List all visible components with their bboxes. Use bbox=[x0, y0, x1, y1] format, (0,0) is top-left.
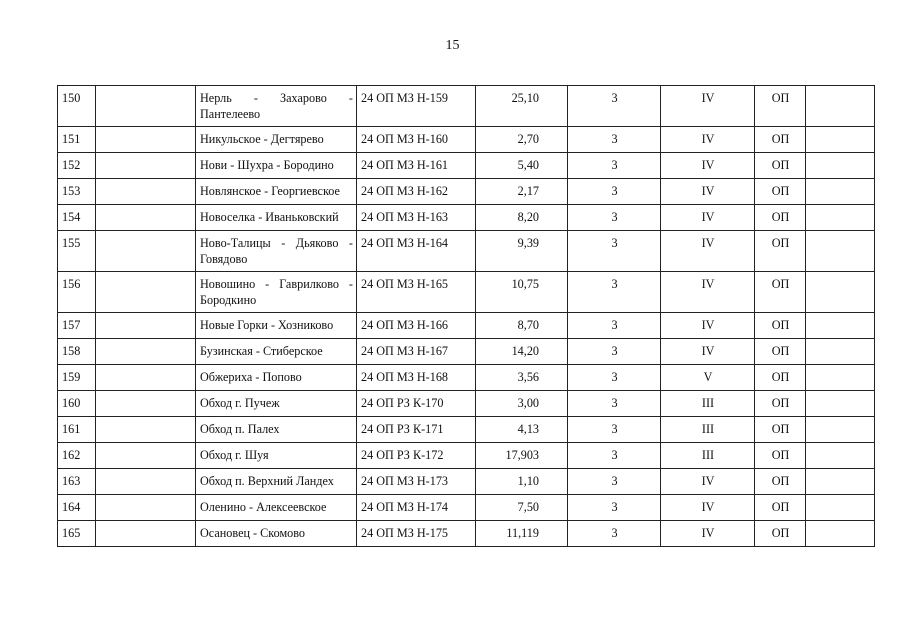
road-type-cell: ОП bbox=[755, 153, 806, 179]
empty-cell bbox=[96, 391, 196, 417]
road-class-cell: IV bbox=[661, 231, 755, 272]
road-type-cell: ОП bbox=[755, 391, 806, 417]
row-number-cell: 154 bbox=[58, 205, 96, 231]
road-name-cell: Обход г. Шуя bbox=[196, 443, 357, 469]
road-name-cell: Обход п. Палех bbox=[196, 417, 357, 443]
road-code-cell: 24 ОП МЗ Н-159 bbox=[357, 86, 476, 127]
empty-cell bbox=[96, 443, 196, 469]
empty-cell bbox=[806, 469, 875, 495]
road-length-cell: 1,10 bbox=[476, 469, 568, 495]
empty-cell bbox=[806, 391, 875, 417]
road-name-cell: Нови - Шухра - Бородино bbox=[196, 153, 357, 179]
road-code-cell: 24 ОП РЗ К-170 bbox=[357, 391, 476, 417]
road-class-cell: IV bbox=[661, 153, 755, 179]
row-number-cell: 162 bbox=[58, 443, 96, 469]
empty-cell bbox=[96, 153, 196, 179]
road-name-cell: Обжериха - Попово bbox=[196, 365, 357, 391]
road-code-cell: 24 ОП МЗ Н-165 bbox=[357, 272, 476, 313]
road-class-cell: IV bbox=[661, 521, 755, 547]
empty-cell bbox=[96, 313, 196, 339]
empty-cell bbox=[806, 495, 875, 521]
row-number-cell: 156 bbox=[58, 272, 96, 313]
road-name-cell: Оленино - Алексеевское bbox=[196, 495, 357, 521]
empty-cell bbox=[96, 521, 196, 547]
category-cell: 3 bbox=[568, 443, 661, 469]
category-cell: 3 bbox=[568, 495, 661, 521]
road-class-cell: III bbox=[661, 443, 755, 469]
road-type-cell: ОП bbox=[755, 272, 806, 313]
road-length-cell: 10,75 bbox=[476, 272, 568, 313]
road-type-cell: ОП bbox=[755, 179, 806, 205]
empty-cell bbox=[806, 153, 875, 179]
road-name-text: Ново-Талицы - Дьяково - Говядово bbox=[200, 236, 353, 266]
table-row bbox=[58, 272, 875, 313]
row-number-cell: 155 bbox=[58, 231, 96, 272]
empty-cell bbox=[806, 365, 875, 391]
empty-cell bbox=[96, 469, 196, 495]
row-number-cell: 164 bbox=[58, 495, 96, 521]
table-row bbox=[58, 365, 875, 391]
empty-cell bbox=[806, 443, 875, 469]
category-cell: 3 bbox=[568, 127, 661, 153]
road-name-cell: Осановец - Скомово bbox=[196, 521, 357, 547]
empty-cell bbox=[96, 86, 196, 127]
road-name-cell: Новоселка - Иваньковский bbox=[196, 205, 357, 231]
road-class-cell: IV bbox=[661, 495, 755, 521]
table-row bbox=[58, 86, 875, 127]
road-length-cell: 8,70 bbox=[476, 313, 568, 339]
road-code-cell: 24 ОП РЗ К-171 bbox=[357, 417, 476, 443]
road-class-cell: IV bbox=[661, 313, 755, 339]
road-name-cell: Новлянское - Георгиевское bbox=[196, 179, 357, 205]
road-type-cell: ОП bbox=[755, 231, 806, 272]
row-number-cell: 160 bbox=[58, 391, 96, 417]
road-type-cell: ОП bbox=[755, 127, 806, 153]
empty-cell bbox=[806, 179, 875, 205]
table-row bbox=[58, 339, 875, 365]
road-length-cell: 17,903 bbox=[476, 443, 568, 469]
road-code-cell: 24 ОП РЗ К-172 bbox=[357, 443, 476, 469]
category-cell: 3 bbox=[568, 179, 661, 205]
road-name-cell: Бузинская - Стиберское bbox=[196, 339, 357, 365]
road-type-cell: ОП bbox=[755, 521, 806, 547]
empty-cell bbox=[806, 86, 875, 127]
category-cell: 3 bbox=[568, 153, 661, 179]
page-number: 15 bbox=[445, 38, 460, 53]
road-name-cell bbox=[196, 272, 357, 313]
road-class-cell: IV bbox=[661, 205, 755, 231]
road-length-cell: 2,70 bbox=[476, 127, 568, 153]
road-name-cell: Обход г. Пучеж bbox=[196, 391, 357, 417]
table-row bbox=[58, 231, 875, 272]
road-length-cell: 8,20 bbox=[476, 205, 568, 231]
road-type-cell: ОП bbox=[755, 443, 806, 469]
road-length-cell: 11,119 bbox=[476, 521, 568, 547]
road-name-cell: Никульское - Дегтярево bbox=[196, 127, 357, 153]
road-type-cell: ОП bbox=[755, 495, 806, 521]
row-number-cell: 165 bbox=[58, 521, 96, 547]
category-cell: 3 bbox=[568, 391, 661, 417]
road-code-cell: 24 ОП МЗ Н-173 bbox=[357, 469, 476, 495]
road-class-cell: IV bbox=[661, 272, 755, 313]
roads-table-body bbox=[58, 86, 875, 547]
road-length-cell: 7,50 bbox=[476, 495, 568, 521]
table-row bbox=[58, 205, 875, 231]
empty-cell bbox=[806, 417, 875, 443]
road-class-cell: IV bbox=[661, 339, 755, 365]
row-number-cell: 150 bbox=[58, 86, 96, 127]
empty-cell bbox=[806, 231, 875, 272]
table-row bbox=[58, 495, 875, 521]
road-length-cell: 5,40 bbox=[476, 153, 568, 179]
road-length-cell: 14,20 bbox=[476, 339, 568, 365]
road-class-cell: III bbox=[661, 391, 755, 417]
row-number-cell: 153 bbox=[58, 179, 96, 205]
road-length-cell: 3,00 bbox=[476, 391, 568, 417]
category-cell: 3 bbox=[568, 469, 661, 495]
road-name-text: Нерль - Захарово - Пантелеево bbox=[200, 91, 353, 121]
road-class-cell: V bbox=[661, 365, 755, 391]
road-type-cell: ОП bbox=[755, 365, 806, 391]
empty-cell bbox=[96, 205, 196, 231]
category-cell: 3 bbox=[568, 205, 661, 231]
empty-cell bbox=[96, 417, 196, 443]
row-number-cell: 157 bbox=[58, 313, 96, 339]
road-class-cell: IV bbox=[661, 469, 755, 495]
empty-cell bbox=[96, 339, 196, 365]
empty-cell bbox=[806, 127, 875, 153]
road-code-cell: 24 ОП МЗ Н-166 bbox=[357, 313, 476, 339]
table-row bbox=[58, 417, 875, 443]
table-row bbox=[58, 179, 875, 205]
road-type-cell: ОП bbox=[755, 417, 806, 443]
row-number-cell: 163 bbox=[58, 469, 96, 495]
road-name-cell bbox=[196, 231, 357, 272]
road-type-cell: ОП bbox=[755, 339, 806, 365]
category-cell: 3 bbox=[568, 272, 661, 313]
empty-cell bbox=[96, 495, 196, 521]
road-class-cell: IV bbox=[661, 127, 755, 153]
road-type-cell: ОП bbox=[755, 469, 806, 495]
road-code-cell: 24 ОП МЗ Н-164 bbox=[357, 231, 476, 272]
road-length-cell: 3,56 bbox=[476, 365, 568, 391]
row-number-cell: 158 bbox=[58, 339, 96, 365]
road-code-cell: 24 ОП МЗ Н-174 bbox=[357, 495, 476, 521]
road-length-cell: 9,39 bbox=[476, 231, 568, 272]
road-name-cell: Новые Горки - Хозниково bbox=[196, 313, 357, 339]
table-row bbox=[58, 443, 875, 469]
table-row bbox=[58, 391, 875, 417]
table-row bbox=[58, 313, 875, 339]
row-number-cell: 161 bbox=[58, 417, 96, 443]
table-row bbox=[58, 127, 875, 153]
road-code-cell: 24 ОП МЗ Н-162 bbox=[357, 179, 476, 205]
empty-cell bbox=[806, 313, 875, 339]
empty-cell bbox=[806, 272, 875, 313]
category-cell: 3 bbox=[568, 417, 661, 443]
road-class-cell: III bbox=[661, 417, 755, 443]
table-row bbox=[58, 469, 875, 495]
category-cell: 3 bbox=[568, 86, 661, 127]
road-length-cell: 2,17 bbox=[476, 179, 568, 205]
road-code-cell: 24 ОП МЗ Н-160 bbox=[357, 127, 476, 153]
empty-cell bbox=[96, 231, 196, 272]
category-cell: 3 bbox=[568, 365, 661, 391]
empty-cell bbox=[806, 339, 875, 365]
row-number-cell: 159 bbox=[58, 365, 96, 391]
road-code-cell: 24 ОП МЗ Н-175 bbox=[357, 521, 476, 547]
roads-table bbox=[57, 85, 875, 547]
road-name-text: Новошино - Гаврилково - Бородкино bbox=[200, 277, 353, 307]
road-code-cell: 24 ОП МЗ Н-168 bbox=[357, 365, 476, 391]
category-cell: 3 bbox=[568, 339, 661, 365]
empty-cell bbox=[96, 272, 196, 313]
road-length-cell: 4,13 bbox=[476, 417, 568, 443]
table-row bbox=[58, 153, 875, 179]
road-code-cell: 24 ОП МЗ Н-167 bbox=[357, 339, 476, 365]
empty-cell bbox=[96, 365, 196, 391]
road-class-cell: IV bbox=[661, 179, 755, 205]
road-type-cell: ОП bbox=[755, 313, 806, 339]
road-name-cell: Обход п. Верхний Ландех bbox=[196, 469, 357, 495]
road-name-cell bbox=[196, 86, 357, 127]
road-class-cell: IV bbox=[661, 86, 755, 127]
table-row bbox=[58, 521, 875, 547]
category-cell: 3 bbox=[568, 521, 661, 547]
empty-cell bbox=[806, 521, 875, 547]
road-code-cell: 24 ОП МЗ Н-161 bbox=[357, 153, 476, 179]
category-cell: 3 bbox=[568, 313, 661, 339]
category-cell: 3 bbox=[568, 231, 661, 272]
road-type-cell: ОП bbox=[755, 205, 806, 231]
road-type-cell: ОП bbox=[755, 86, 806, 127]
road-length-cell: 25,10 bbox=[476, 86, 568, 127]
row-number-cell: 151 bbox=[58, 127, 96, 153]
empty-cell bbox=[806, 205, 875, 231]
row-number-cell: 152 bbox=[58, 153, 96, 179]
road-code-cell: 24 ОП МЗ Н-163 bbox=[357, 205, 476, 231]
empty-cell bbox=[96, 179, 196, 205]
empty-cell bbox=[96, 127, 196, 153]
